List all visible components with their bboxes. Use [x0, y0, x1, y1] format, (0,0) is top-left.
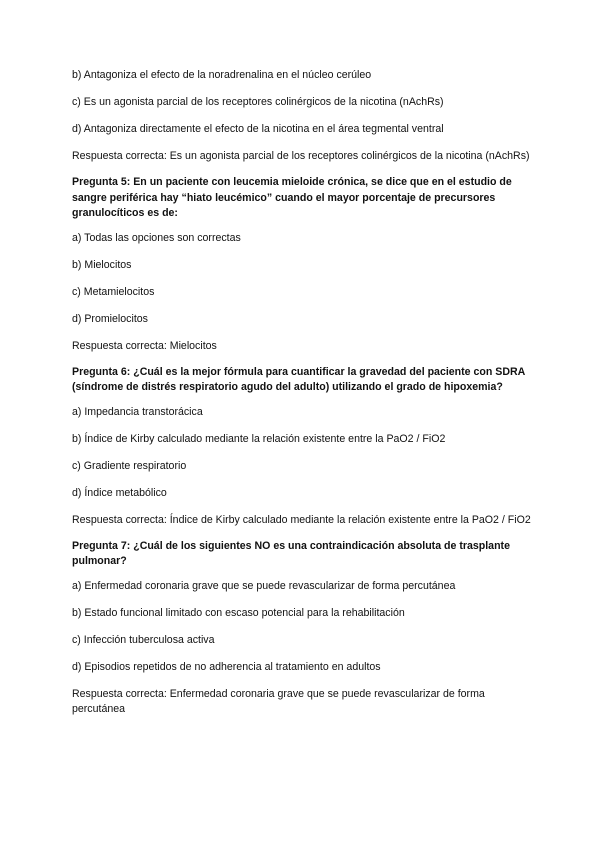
- option-b-q4: b) Antagoniza el efecto de la noradrenalina en el núcleo cerúleo: [72, 69, 372, 81]
- option-b-q6: b) Índice de Kirby calculado mediante la relación existente entre la PaO2 / FiO2: [72, 432, 446, 445]
- option-a-q6: a) Impedancia transtorácica: [72, 405, 203, 418]
- option-c-q7: c) Infección tuberculosa activa: [72, 633, 215, 646]
- option-b-q5: b) Mielocitos: [72, 258, 132, 271]
- option-a-q5: a) Todas las opciones son correctas: [72, 231, 241, 244]
- option-a-q7: a) Enfermedad coronaria grave que se puede revascularizar de forma percutánea: [72, 579, 456, 592]
- question-7: Pregunta 7: ¿Cuál de los siguientes NO es una contraindicación absoluta de trasplante pulmonar?: [72, 539, 510, 567]
- option-c-q6: c) Gradiente respiratorio: [72, 459, 187, 472]
- question-5: Pregunta 5: En un paciente con leucemia mieloide crónica, se dice que en el estudio de sangre periférica hay “hiato leucémico” cuando el mayor porcentaje de precursores granulocíticos es de:: [72, 176, 512, 219]
- option-c-q5: c) Metamielocitos: [72, 285, 155, 298]
- option-c-q4: c) Es un agonista parcial de los receptores colinérgicos de la nicotina (nAchRs): [72, 96, 444, 108]
- option-b-q7: b) Estado funcional limitado con escaso potencial para la rehabilitación: [72, 606, 405, 619]
- option-d-q7: d) Episodios repetidos de no adherencia al tratamiento en adultos: [72, 660, 381, 673]
- option-d-q4: d) Antagoniza directamente el efecto de la nicotina en el área tegmental ventral: [72, 123, 444, 135]
- question-6: Pregunta 6: ¿Cuál es la mejor fórmula para cuantificar la gravedad del paciente con SDRA (síndrome de distrés respiratorio agudo del adulto) utilizando el grado de hipoxemia?: [72, 365, 525, 393]
- document-page: [72, 68, 534, 728]
- answer-q5: Respuesta correcta: Mielocitos: [72, 339, 217, 352]
- answer-q4: Respuesta correcta: Es un agonista parcial de los receptores colinérgicos de la nicotina (nAchRs): [72, 150, 530, 162]
- option-d-q5: d) Promielocitos: [72, 312, 148, 325]
- option-d-q6: d) Índice metabólico: [72, 486, 167, 499]
- answer-q7: Respuesta correcta: Enfermedad coronaria grave que se puede revascularizar de forma percutánea: [72, 687, 485, 715]
- answer-q6: Respuesta correcta: Índice de Kirby calculado mediante la relación existente entre la PaO2 / FiO2: [72, 513, 531, 526]
